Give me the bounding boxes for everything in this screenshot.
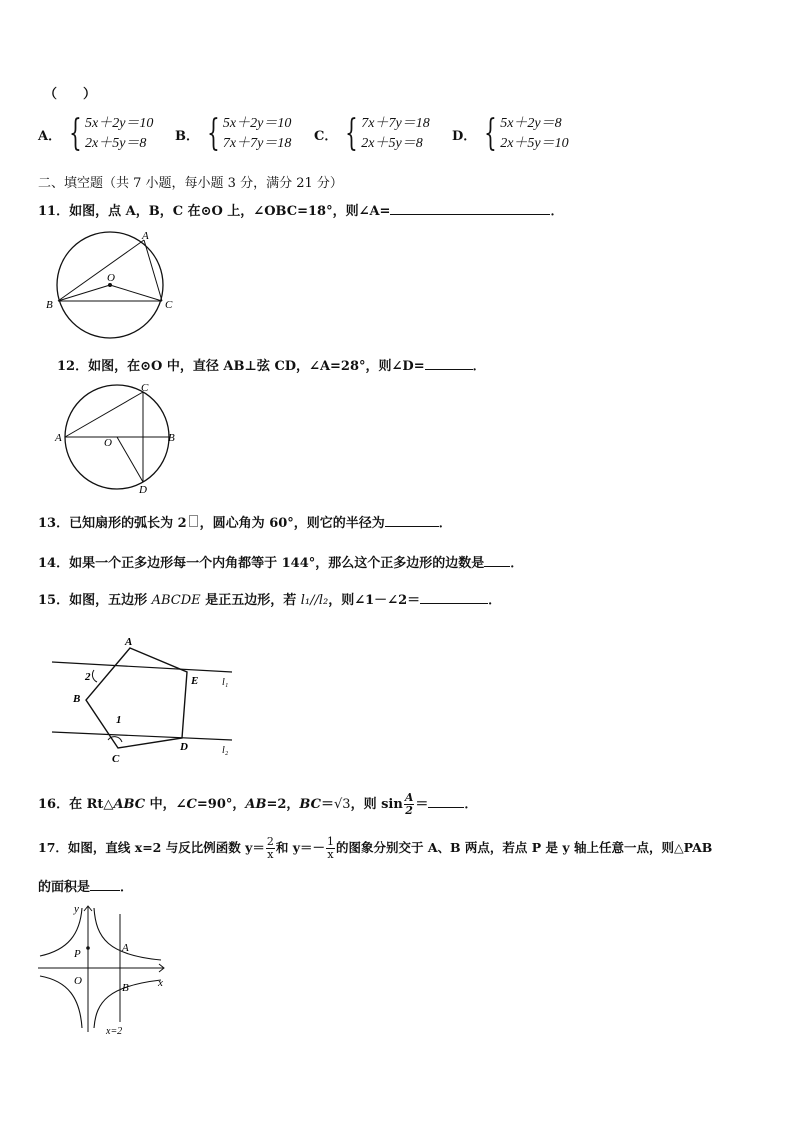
parallel-lines: l₁//l₂: [300, 593, 329, 608]
answer-blank[interactable]: [425, 356, 473, 370]
question-end: ．: [438, 516, 452, 531]
question-text-3: 的图象分别交于 A、B 两点，若点 P 是 y 轴上任意一点，则△PAB: [335, 840, 713, 855]
label-c: C: [165, 299, 173, 311]
answer-paren: （ ）: [44, 87, 97, 102]
answer-blank[interactable]: [385, 513, 439, 527]
fraction-1-over-x: [326, 836, 335, 861]
fraction-numerator: A: [404, 791, 414, 804]
question-text-2: 和 y＝－: [275, 840, 325, 855]
label-y: y: [74, 903, 79, 915]
option-b[interactable]: [175, 114, 291, 154]
option-letter: D．: [452, 128, 477, 144]
pentagon-name: ABCDE: [151, 593, 201, 608]
option-letter: B．: [175, 128, 199, 144]
question-end: ．: [472, 359, 486, 374]
question-text: 11．如图，点 A，B，C 在⊙O 上，∠OBC=18°，则∠A=: [38, 204, 391, 219]
angle-vertex: C: [186, 797, 197, 812]
equation-1: 5x＋2y＝10: [85, 116, 154, 131]
equation-1: 5x＋2y＝10: [222, 116, 292, 131]
figure-q11: [40, 226, 190, 346]
equation-1: 5x＋2y＝8: [500, 116, 562, 131]
label-l1: l₁: [222, 677, 229, 688]
label-x-equals-2: x=2: [106, 1026, 123, 1037]
brace-icon: {: [345, 113, 359, 154]
brace-icon: {: [484, 113, 498, 154]
question-text: 13．已知扇形的弧长为 2: [38, 516, 187, 531]
fraction-numerator: 1: [326, 835, 334, 848]
label-b: B: [168, 432, 175, 444]
label-a: A: [122, 942, 129, 954]
fraction-denominator: x: [267, 848, 274, 861]
question-text-5: ＝: [320, 797, 334, 812]
missing-glyph-icon: [189, 515, 198, 527]
equation-2: 2x＋5y＝10: [500, 136, 569, 151]
side-ab: AB: [245, 797, 267, 812]
brace-icon: {: [207, 113, 220, 154]
fraction-2-over-x: [266, 836, 275, 861]
question-17: [38, 836, 712, 861]
question-end: ．: [488, 593, 502, 608]
question-text-4: =2，: [266, 797, 300, 812]
question-11: [38, 200, 563, 219]
answer-blank[interactable]: [390, 201, 550, 215]
question-text-2: ，圆心角为 60°，则它的半径为: [199, 516, 385, 531]
label-c: C: [112, 753, 120, 765]
angle-2-label: 2: [85, 671, 91, 683]
fraction-numerator: 2: [266, 835, 274, 848]
option-letter: A．: [38, 128, 62, 144]
question-text-7: ＝: [415, 797, 429, 812]
sqrt-three: √3: [334, 797, 351, 812]
label-a: A: [55, 432, 62, 444]
label-o: O: [74, 975, 82, 987]
label-d: D: [180, 741, 188, 753]
question-text-6: ，则 sin: [350, 797, 403, 812]
question-text: 14．如果一个正多边形每一个内角都等于 144°，那么这个正多边形的边数是: [38, 556, 485, 571]
option-letter: C．: [314, 128, 338, 144]
label-a: A: [125, 636, 133, 648]
question-17-line-2: [38, 876, 133, 895]
question-text: 17．如图，直线 x=2 与反比例函数 y＝: [38, 840, 265, 855]
label-a: A: [142, 230, 149, 242]
brace-icon: {: [69, 113, 82, 154]
question-text: 12．如图，在⊙O 中，直径 AB⊥弦 CD，∠A=28°，则∠D=: [57, 359, 425, 374]
side-bc: BC: [299, 797, 321, 812]
section-heading: 二、填空题（共 7 小题，每小题 3 分，满分 21 分）: [38, 176, 343, 191]
label-e: E: [191, 675, 199, 687]
question-text-2: 是正五边形，若: [200, 593, 301, 608]
label-o: O: [104, 437, 112, 449]
question-13: [38, 512, 452, 531]
label-b: B: [73, 693, 81, 705]
label-o: O: [107, 272, 115, 284]
triangle-name: ABC: [113, 797, 146, 812]
figure-q12: [52, 378, 182, 498]
question-text: 16．在 Rt△: [38, 797, 114, 812]
label-b: B: [46, 299, 53, 311]
question-text-2: 中，∠: [145, 797, 187, 812]
figure-q15: [50, 630, 245, 770]
label-c: C: [141, 382, 149, 394]
figure-q17: [36, 900, 176, 1040]
answer-blank[interactable]: [428, 794, 464, 808]
answer-blank[interactable]: [420, 590, 488, 604]
equation-1: 7x＋7y＝18: [361, 116, 430, 131]
question-15: [38, 589, 501, 608]
question-text-3: =90°，: [196, 797, 246, 812]
angle-1-label: 1: [116, 714, 122, 726]
equation-2: 7x＋7y＝18: [222, 136, 292, 151]
question-end: ．: [464, 797, 478, 812]
question-14: [38, 552, 523, 571]
answer-blank[interactable]: [90, 877, 120, 891]
equation-2: 2x＋5y＝8: [85, 136, 147, 151]
label-l2: l₂: [222, 745, 229, 756]
fraction-denominator: x: [327, 848, 334, 861]
option-a[interactable]: [38, 114, 153, 154]
label-x: x: [158, 977, 163, 989]
question-12: [57, 355, 486, 374]
label-d: D: [139, 484, 147, 496]
option-c[interactable]: [314, 114, 430, 154]
question-text-3: ，则∠1－∠2＝: [328, 593, 421, 608]
label-p: P: [74, 948, 81, 960]
question-text-4: 的面积是: [38, 880, 91, 895]
fraction-denominator: 2: [405, 804, 413, 817]
label-b: B: [122, 982, 129, 994]
question-text: 15．如图，五边形: [38, 593, 152, 608]
answer-blank[interactable]: [484, 553, 510, 567]
question-16: [38, 792, 477, 817]
question-end: ．: [550, 204, 564, 219]
question-end: ．: [510, 556, 524, 571]
question-end: ．: [120, 880, 134, 895]
option-d[interactable]: [452, 114, 569, 154]
fraction-a-over-2: [404, 792, 415, 817]
equation-2: 2x＋5y＝8: [361, 136, 423, 151]
